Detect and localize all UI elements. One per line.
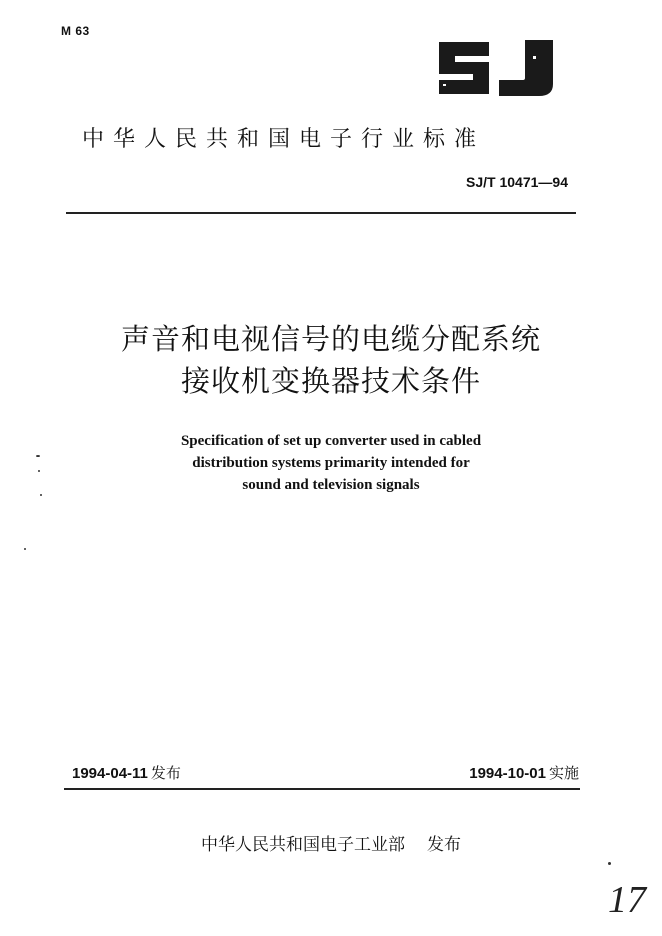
implementation-date-value: 1994-10-01	[469, 765, 546, 782]
standard-organization: 中华人民共和国电子行业标准	[82, 127, 486, 152]
publisher-name: 中华人民共和国电子工业部	[201, 835, 405, 855]
scan-speck	[608, 862, 611, 865]
english-title-line3: sound and television signals	[242, 477, 420, 493]
scan-speck	[36, 455, 40, 457]
implementation-label: 实施	[548, 764, 579, 782]
implementation-date	[469, 762, 579, 783]
chinese-title	[0, 318, 662, 402]
issue-date	[72, 762, 181, 783]
english-title	[0, 430, 662, 496]
scan-speck	[24, 548, 26, 550]
publisher-action: 发布	[427, 835, 461, 855]
chinese-title-line1: 声音和电视信号的电缆分配系统	[120, 322, 541, 356]
footer-divider	[64, 788, 580, 790]
issue-date-value: 1994-04-11	[72, 765, 148, 782]
publisher	[0, 830, 662, 855]
scan-speck	[38, 470, 40, 472]
english-title-line2: distribution systems primarity intended for	[192, 455, 470, 471]
sj-logo	[433, 36, 563, 100]
handwritten-annotation: 17	[608, 879, 646, 921]
issue-label: 发布	[150, 764, 181, 782]
standard-code: SJ/T 10471—94	[466, 174, 568, 190]
chinese-title-line2: 接收机变换器技术条件	[180, 364, 481, 398]
english-title-line1: Specification of set up converter used in cabled	[180, 433, 482, 449]
scan-speck	[40, 494, 42, 496]
classification-code: M 63	[61, 24, 90, 38]
header-divider	[66, 212, 576, 214]
